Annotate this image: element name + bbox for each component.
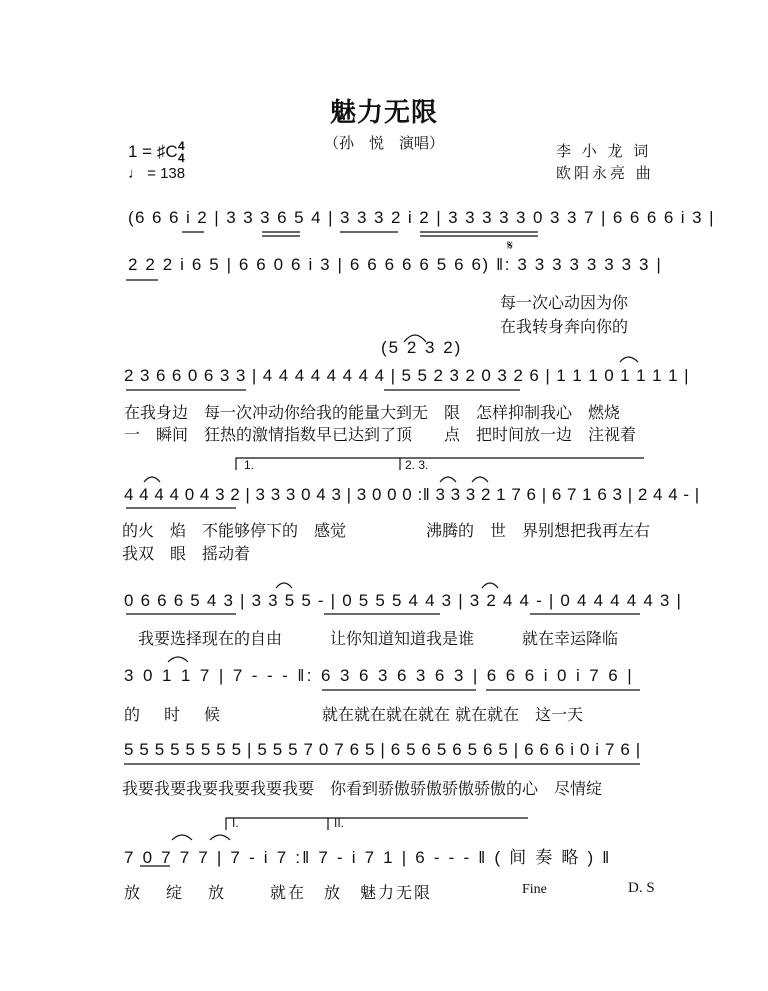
volta-I-label: I. bbox=[232, 816, 239, 830]
lyric-line-6-a: 的 时 候 bbox=[124, 705, 225, 724]
lyric-line-7: 我要我要我要我要我要我要 你看到骄傲骄傲骄傲骄傲的心 尽情绽 bbox=[122, 779, 603, 798]
beam-2 bbox=[262, 232, 300, 236]
lyric-line-8-a: 放 绽 放 bbox=[124, 883, 230, 902]
notation-row-4: 4 4 4 4 0 4 3 2 | 3 3 3 0 4 3 | 3 0 0 0 :‖ 3 3 3 2 1 7 6 | 6 7 1 6 3 | 2 4 4 - | bbox=[124, 485, 700, 504]
lyric-line-3-b: 一 瞬间 狂热的激情指数早已达到了顶 点 把时间放一边 注视着 bbox=[124, 425, 637, 444]
tie-arc-6 bbox=[276, 583, 292, 588]
notation-row-2: 2 2 2 i 6 5 | 6 6 0 6 i 3 | 6 6 6 6 6 5 6 6) ‖: 3 3 3 3 3 3 3 3 | bbox=[128, 255, 663, 274]
volta-II-bracket bbox=[328, 818, 528, 830]
tie-arc-8 bbox=[168, 657, 188, 662]
tie-arc-10 bbox=[210, 835, 230, 840]
volta-1-label: 1. bbox=[244, 458, 255, 472]
tie-arc-3 bbox=[144, 477, 160, 482]
fine-marking: Fine bbox=[522, 882, 547, 897]
performer-credit: （孙 悦 演唱） bbox=[323, 134, 444, 152]
tie-arc-1 bbox=[404, 335, 426, 342]
time-signature-bottom: 4 bbox=[178, 151, 185, 165]
tie-arc-7 bbox=[482, 583, 498, 588]
tie-arc-2 bbox=[620, 357, 638, 362]
volta-I-bracket bbox=[226, 818, 328, 830]
volta-II-label: II. bbox=[334, 816, 345, 830]
notation-row-3: 2 3 6 6 0 6 3 3 | 4 4 4 4 4 4 4 4 | 5 5 2 3 2 0 3 2 6 | 1 1 1 0 1 1 1 1 | bbox=[124, 366, 690, 385]
tie-arc-5 bbox=[472, 477, 488, 482]
composer-credit: 欧阳永亮 曲 bbox=[556, 164, 654, 182]
lyric-line-5: 我要选择现在的自由 让你知道知道我是谁 就在幸运降临 bbox=[138, 629, 619, 648]
tempo-marking: ♩ = 138 bbox=[128, 165, 186, 182]
notation-row-7: 5 5 5 5 5 5 5 5 | 5 5 5 7 0 7 6 5 | 6 5 6 5 6 5 6 5 | 6 6 6 i 0 i 7 6 | bbox=[124, 740, 641, 759]
lyric-line-3-a: 在我身边 每一次冲动你给我的能量大到无 限 怎样抑制我心 燃烧 bbox=[124, 403, 621, 422]
parenthetical-notes: (5 2 3 2) bbox=[381, 338, 463, 357]
lyric-line-4-b: 我双 眼 摇动着 bbox=[122, 544, 251, 563]
lyric-verse-1-line-a: 每一次心动因为你 bbox=[500, 293, 629, 312]
beam-4 bbox=[420, 232, 538, 236]
notation-row-8: 7 0 7 7 7 | 7 - i 7 :‖ 7 - i 7 1 | 6 - - - ‖ ( 间 奏 略 ) ‖ bbox=[124, 848, 612, 867]
dal-segno-marking: D. S bbox=[628, 880, 655, 896]
time-signature-top: 4 bbox=[178, 139, 185, 153]
volta-2-3-label: 2. 3. bbox=[405, 458, 429, 472]
notation-row-5: 0 6 6 6 5 4 3 | 3 3 5 5 - | 0 5 5 5 4 4 3 | 3 2 4 4 - | 0 4 4 4 4 4 3 | bbox=[124, 591, 683, 610]
tie-arc-4 bbox=[440, 477, 456, 482]
lyric-line-8-b: 就在 放 魅力无限 bbox=[270, 883, 433, 902]
notation-row-6: 3 0 1 1 7 | 7 - - - ‖: 6 3 6 3 6 3 6 3 | 6 6 6 i 0 i 7 6 | bbox=[124, 666, 635, 685]
lyricist-credit: 李 小 龙 词 bbox=[556, 142, 652, 160]
lyric-line-6-b: 就在就在就在就在 就在就在 这一天 bbox=[322, 705, 584, 724]
lyric-verse-1-line-b: 在我转身奔向你的 bbox=[500, 317, 629, 336]
tie-arc-9 bbox=[172, 835, 192, 840]
key-signature: 1 = ♯C bbox=[128, 142, 178, 161]
segno-sign: 𝄋 bbox=[507, 237, 514, 253]
volta-1-bracket bbox=[236, 458, 400, 470]
song-title: 魅力无限 bbox=[329, 98, 438, 128]
notation-row-1: (6 6 6 i 2 | 3 3 3 6 5 4 | 3 3 3 2 i 2 | 3 3 3 3 3 0 3 3 7 | 6 6 6 6 i 3 | bbox=[128, 208, 715, 227]
lyric-line-4-a: 的火 焰 不能够停下的 感觉 沸腾的 世 界别想把我再左右 bbox=[122, 521, 651, 540]
volta-2-3-bracket bbox=[400, 458, 644, 470]
